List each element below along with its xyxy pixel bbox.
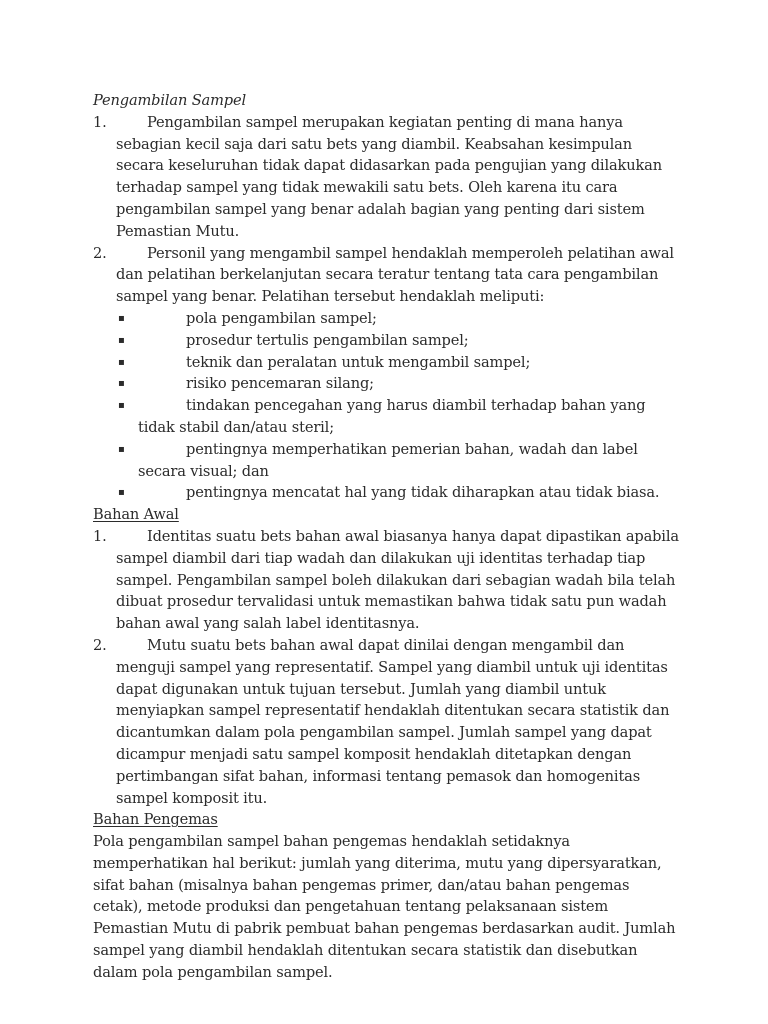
item-number: 2.	[93, 244, 107, 262]
bullet-item	[93, 395, 683, 439]
bullet-item	[93, 439, 683, 483]
item-text: Identitas suatu bets bahan awal biasanya hanya dapat dipastikan apabila sampel diambil dari tiap wadah dan dilakukan uji identitas terhadap tiap sampel. Pengambilan sampel boleh dilakukan dari sebagian wadah bila telah dibuat prosedur tervalidasi untuk memastikan bahwa tidak satu pun wadah bahan awal yang salah label identitasnya.	[116, 527, 679, 633]
bullet-text: pola pengambilan sampel;	[186, 309, 377, 327]
item-text: Pengambilan sampel merupakan kegiatan penting di mana hanya sebagian kecil saja dari satu bets yang diambil. Keabsahan kesimpulan secara keseluruhan tidak dapat didasarkan pada pengujian yang dilakukan terhadap sampel yang tidak mewakili satu bets. Oleh karena itu cara pengambilan sampel yang benar adalah bagian yang penting dari sistem Pemastian Mutu.	[116, 113, 662, 240]
list-item	[93, 526, 683, 635]
paragraph: Pola pengambilan sampel bahan pengemas hendaklah setidaknya memperhatikan hal berikut: jumlah yang diterima, mutu yang dipersyaratkan, sifat bahan (misalnya bahan pengemas primer, dan/atau bahan pengemas cetak), metode produksi dan pengetahuan tentang pelaksanaan sistem Pemastian Mutu di pabrik pembuat bahan pengemas berdasarkan audit. Jumlah sampel yang diambil hendaklah ditentukan secara statistik dan disebutkan dalam pola pengambilan sampel.	[93, 833, 676, 981]
list-item	[93, 635, 683, 809]
bullet-text: prosedur tertulis pengambilan sampel;	[186, 331, 469, 349]
bullet-text: teknik dan peralatan untuk mengambil sampel;	[186, 353, 531, 371]
bullet-item	[93, 352, 683, 374]
bullet-item	[93, 482, 683, 504]
list-item	[93, 112, 683, 243]
bullet-icon: ▪	[118, 487, 125, 499]
bullet-icon: ▪	[118, 356, 125, 368]
bullet-text: pentingnya mencatat hal yang tidak diharapkan atau tidak biasa.	[186, 484, 660, 502]
item-number: 2.	[93, 636, 107, 654]
bullet-item	[93, 308, 683, 330]
bullet-icon: ▪	[118, 378, 125, 390]
bullet-icon: ▪	[118, 443, 125, 455]
item-text: Personil yang mengambil sampel hendaklah memperoleh pelatihan awal dan pelatihan berkelanjutan secara teratur tentang tata cara pengambilan sampel yang benar. Pelatihan tersebut hendaklah meliputi:	[116, 244, 674, 306]
bullet-text: pentingnya memperhatikan pemerian bahan, wadah dan label secara visual; dan	[138, 440, 638, 480]
bullet-icon: ▪	[118, 400, 125, 412]
bullet-icon: ▪	[118, 312, 125, 324]
bullet-icon: ▪	[118, 334, 125, 346]
bullet-item	[93, 330, 683, 352]
section-title-starting-material: Bahan Awal	[93, 506, 179, 524]
list-item	[93, 243, 683, 308]
item-text: Mutu suatu bets bahan awal dapat dinilai dengan mengambil dan menguji sampel yang representatif. Sampel yang diambil untuk uji identitas dapat digunakan untuk tujuan tersebut. Jumlah yang diambil untuk menyiapkan sampel representatif hendaklah ditentukan secara statistik dan dicantumkan dalam pola pengambilan sampel. Jumlah sampel yang dapat dicampur menjadi satu sampel komposit hendaklah ditetapkan dengan pertimbangan sifat bahan, informasi tentang pemasok dan homogenitas sampel komposit itu.	[116, 636, 670, 807]
bullet-text: risiko pencemaran silang;	[186, 375, 374, 393]
document-page	[93, 90, 683, 984]
item-number: 1.	[93, 113, 107, 131]
bullet-item	[93, 373, 683, 395]
bullet-text: tindakan pencegahan yang harus diambil terhadap bahan yang tidak stabil dan/atau steril;	[138, 397, 646, 436]
item-number: 1.	[93, 527, 107, 545]
section-title-packaging-material: Bahan Pengemas	[93, 811, 218, 829]
section-title-sampling: Pengambilan Sampel	[93, 92, 246, 109]
